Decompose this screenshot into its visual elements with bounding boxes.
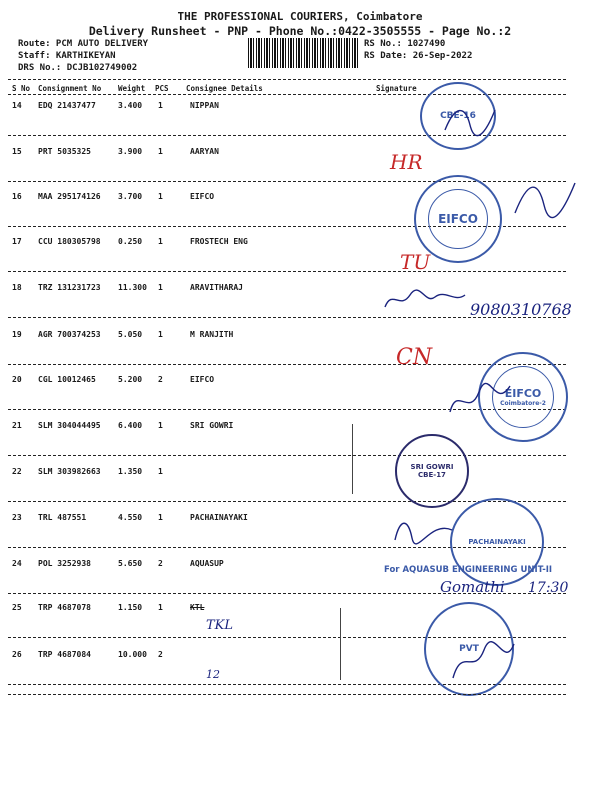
cell-pcs: 1 — [158, 330, 163, 339]
bracket-line — [340, 608, 341, 680]
cell-consignee: SRI GOWRI — [190, 421, 234, 430]
cell-pcs: 1 — [158, 147, 163, 156]
cell-sno: 14 — [12, 101, 22, 110]
handwritten-mark: 12 — [206, 668, 220, 681]
rs-date-label: RS Date: 26-Sep-2022 — [364, 51, 473, 61]
bottom-rule — [8, 694, 566, 695]
runsheet-subtitle: Delivery Runsheet - PNP - Phone No.:0422-3505555 - Page No.:2 — [88, 24, 512, 38]
cell-pcs: 1 — [158, 283, 163, 292]
cell-weight: 3.700 — [118, 192, 143, 201]
cell-weight: 5.050 — [118, 330, 143, 339]
row-divider — [8, 271, 566, 272]
cell-pcs: 2 — [158, 650, 163, 659]
cell-consignment: TRP 4687078 — [38, 603, 91, 612]
cell-consignment: TRL 487551 — [38, 513, 87, 522]
cell-sno: 18 — [12, 283, 22, 292]
col-consignment: Consignment No — [38, 84, 102, 93]
cell-sno: 19 — [12, 330, 22, 339]
cell-pcs: 1 — [158, 513, 163, 522]
signature-scribble — [390, 510, 460, 550]
stamp-eifco-second: EIFCO Coimbatore-2 — [478, 352, 568, 442]
row-divider — [8, 364, 566, 365]
header-top-rule — [8, 79, 566, 80]
cell-consignee: FROSTECH ENG — [190, 237, 248, 246]
row-divider — [8, 455, 566, 456]
cell-sno: 24 — [12, 559, 22, 568]
cell-consignee: ARAVITHARAJ — [190, 283, 243, 292]
cell-consignment: SLM 303982663 — [38, 467, 101, 476]
cell-consignment: CCU 180305798 — [38, 237, 101, 246]
aquasub-stamp-line: For AQUASUB ENGINEERING UNIT-II — [384, 565, 553, 575]
cell-sno: 20 — [12, 375, 22, 384]
cell-pcs: 2 — [158, 559, 163, 568]
cell-weight: 3.900 — [118, 147, 143, 156]
cell-sno: 22 — [12, 467, 22, 476]
cell-weight: 5.200 — [118, 375, 143, 384]
cell-weight: 11.300 — [118, 283, 147, 292]
handwritten-phone: 9080310768 — [470, 300, 572, 319]
stamp-cbe: CBE-16 — [420, 82, 496, 150]
cell-pcs: 1 — [158, 237, 163, 246]
cell-consignee: AARYAN — [190, 147, 219, 156]
cell-consignee: PACHAINAYAKI — [190, 513, 248, 522]
cell-weight: 1.150 — [118, 603, 143, 612]
cell-sno: 17 — [12, 237, 22, 246]
cell-weight: 10.000 — [118, 650, 147, 659]
cell-pcs: 1 — [158, 421, 163, 430]
cell-consignment: TRZ 131231723 — [38, 283, 101, 292]
cell-weight: 0.250 — [118, 237, 143, 246]
signature-scribble — [510, 175, 580, 220]
cell-weight: 6.400 — [118, 421, 143, 430]
handwritten-time: 17:30 — [528, 580, 569, 596]
drs-label: DRS No.: DCJB102749002 — [18, 63, 138, 73]
cell-pcs: 2 — [158, 375, 163, 384]
cell-consignee: KTL — [190, 603, 205, 612]
col-weight: Weight — [118, 84, 146, 93]
cell-consignee: AQUASUP — [190, 559, 224, 568]
cell-consignment: SLM 304044495 — [38, 421, 101, 430]
handwritten-cn: CN — [396, 345, 433, 370]
cell-sno: 16 — [12, 192, 22, 201]
cell-sno: 26 — [12, 650, 22, 659]
cell-consignment: TRP 4687084 — [38, 650, 91, 659]
company-title: THE PROFESSIONAL COURIERS, Coimbatore — [177, 10, 423, 23]
cell-consignment: PRT 5035325 — [38, 147, 91, 156]
cell-sno: 15 — [12, 147, 22, 156]
cell-consignment: EDQ 21437477 — [38, 101, 96, 110]
signature-scribble — [448, 636, 518, 686]
cell-pcs: 1 — [158, 467, 163, 476]
signature-scribble — [380, 285, 470, 315]
cell-consignee: EIFCO — [190, 375, 215, 384]
cell-sno: 25 — [12, 603, 22, 612]
col-consignee: Consignee Details — [186, 84, 263, 93]
col-sno: S No — [12, 84, 31, 93]
cell-consignee: EIFCO — [190, 192, 215, 201]
stamp-sri-gowri: SRI GOWRI CBE-17 — [395, 434, 469, 508]
col-signature: Signature — [376, 84, 417, 93]
staff-label: Staff: KARTHIKEYAN — [18, 51, 116, 61]
cell-weight: 5.650 — [118, 559, 143, 568]
cell-weight: 1.350 — [118, 467, 143, 476]
cell-consignee: M RANJITH — [190, 330, 234, 339]
stamp-pachainayaki: PACHAINAYAKI — [450, 498, 544, 586]
signature-scribble — [445, 380, 515, 420]
cell-consignee: NIPPAN — [190, 101, 219, 110]
cell-sno: 23 — [12, 513, 22, 522]
barcode — [248, 38, 360, 68]
cell-weight: 4.550 — [118, 513, 143, 522]
handwritten-gomathi: Gomathi — [440, 578, 505, 596]
cell-consignment: MAA 295174126 — [38, 192, 101, 201]
cell-consignment: AGR 700374253 — [38, 330, 101, 339]
stamp-eifco: EIFCO — [414, 175, 502, 263]
cell-pcs: 1 — [158, 192, 163, 201]
stamp-pvt: PVT — [424, 602, 514, 696]
cell-consignment: POL 3252938 — [38, 559, 91, 568]
cell-pcs: 1 — [158, 101, 163, 110]
handwritten-tu: TU — [400, 250, 431, 274]
cell-weight: 3.400 — [118, 101, 143, 110]
bracket-line — [352, 424, 353, 494]
route-label: Route: PCM AUTO DELIVERY — [18, 39, 149, 49]
signature-scribble — [440, 100, 500, 140]
cell-sno: 21 — [12, 421, 22, 430]
rs-no-label: RS No.: 1027490 — [364, 39, 446, 49]
handwritten-tkl: TKL — [206, 618, 234, 633]
cell-pcs: 1 — [158, 603, 163, 612]
handwritten-hr: HR — [390, 150, 423, 174]
col-pcs: PCS — [155, 84, 169, 93]
cell-consignment: CGL 10012465 — [38, 375, 96, 384]
